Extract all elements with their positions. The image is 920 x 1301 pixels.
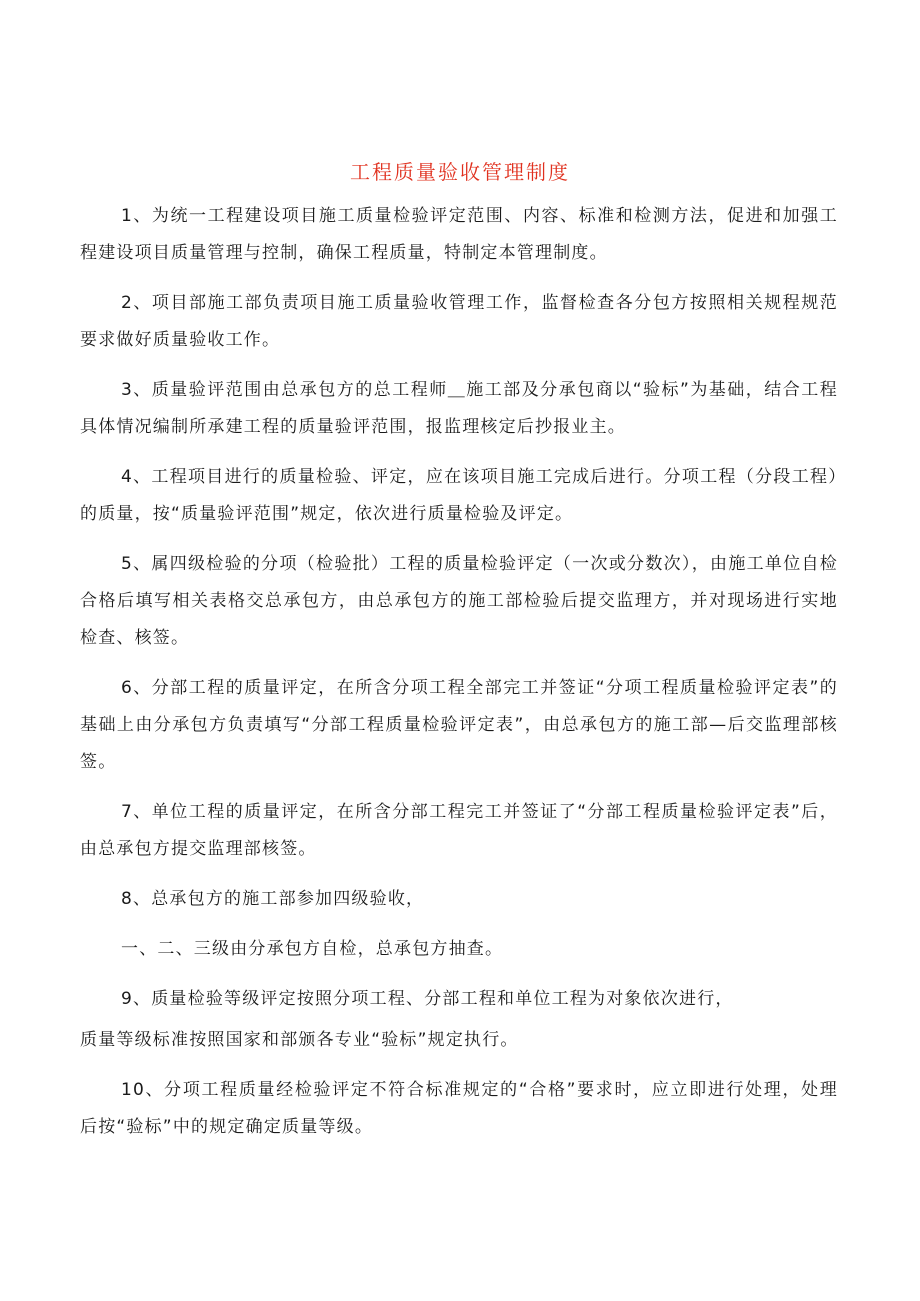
paragraph-6: 6、分部工程的质量评定，在所含分项工程全部完工并签证“分项工程质量检验评定表”的基础上由分承包方负责填写“分部工程质量检验评定表”，由总承包方的施工部—后交监理部核签。 bbox=[80, 678, 838, 772]
document-title: 工程质量验收管理制度 bbox=[350, 160, 570, 184]
paragraph-4: 4、工程项目进行的质量检验、评定，应在该项目施工完成后进行。分项工程（分段工程）的质量，按“质量验评范围”规定，依次进行质量检验及评定。 bbox=[80, 467, 838, 524]
paragraph-8-continued: 一、二、三级由分承包方自检，总承包方抽查。 bbox=[121, 939, 504, 959]
paragraph-8: 8、总承包方的施工部参加四级验收， bbox=[121, 889, 425, 909]
paragraph-2: 2、项目部施工部负责项目施工质量验收管理工作，监督检查各分包方按照相关规程规范要求做好质量验收工作。 bbox=[80, 293, 838, 350]
paragraph-5: 5、属四级检验的分项（检验批）工程的质量检验评定（一次或分数次），由施工单位自检合格后填写相关表格交总承包方，由总承包方的施工部检验后提交监理方，并对现场进行实地检查、核签。 bbox=[80, 554, 838, 648]
paragraph-10: 10、分项工程质量经检验评定不符合标准规定的“合格”要求时，应立即进行处理，处理后按“验标”中的规定确定质量等级。 bbox=[80, 1080, 838, 1137]
paragraph-1: 1、为统一工程建设项目施工质量检验评定范围、内容、标准和检测方法，促进和加强工程建设项目质量管理与控制，确保工程质量，特制定本管理制度。 bbox=[80, 206, 838, 263]
paragraph-7: 7、单位工程的质量评定，在所含分部工程完工并签证了“分部工程质量检验评定表”后，由总承包方提交监理部核签。 bbox=[80, 802, 838, 859]
paragraph-9: 9、质量检验等级评定按照分项工程、分部工程和单位工程为对象依次进行， bbox=[121, 989, 734, 1009]
paragraph-9-continued: 质量等级标准按照国家和部颁各专业“验标”规定执行。 bbox=[80, 1030, 519, 1050]
paragraph-3: 3、质量验评范围由总承包方的总工程师＿施工部及分承包商以“验标”为基础，结合工程具体情况编制所承建工程的质量验评范围，报监理核定后抄报业主。 bbox=[80, 380, 838, 437]
document-body bbox=[80, 198, 838, 1159]
